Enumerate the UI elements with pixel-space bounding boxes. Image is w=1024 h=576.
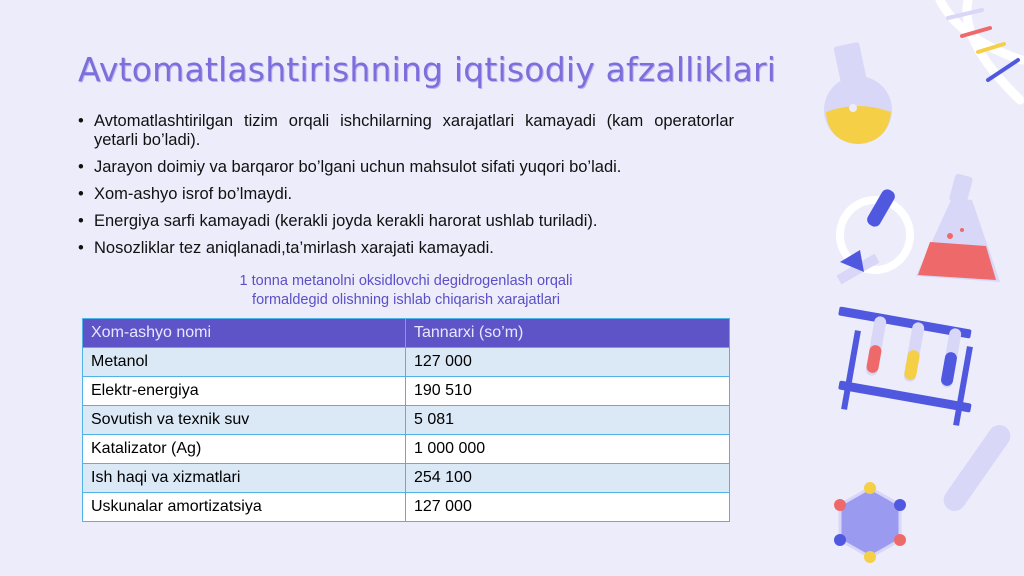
bullet-item: • Energiya sarfi kamayadi (kerakli joyda kerakli harorat ushlab turiladi).: [78, 212, 734, 231]
bullet-item: • Nosozliklar tez aniqlanadi,ta’mirlash xarajati kamayadi.: [78, 239, 734, 258]
conical-flask-icon: [916, 173, 1000, 282]
cost-cell: 1 000 000: [406, 435, 730, 464]
material-cell: Uskunalar amortizatsiya: [83, 493, 406, 522]
table-caption: [82, 272, 730, 310]
material-cell: Sovutish va texnik suv: [83, 406, 406, 435]
material-cell: Metanol: [83, 348, 406, 377]
table-row: [83, 406, 730, 435]
microscope-icon: [836, 187, 910, 284]
column-header-material: Xom-ashyo nomi: [83, 319, 406, 348]
round-flask-icon: [824, 42, 892, 144]
table-row: [83, 464, 730, 493]
cost-cell: 190 510: [406, 377, 730, 406]
caption-line-2: formaldegid olishning ishlab chiqarish xarajatlari: [252, 292, 560, 308]
table-row: [83, 348, 730, 377]
cost-table: [82, 318, 730, 522]
cost-cell: 5 081: [406, 406, 730, 435]
bullet-item: • Xom-ashyo isrof bo’lmaydi.: [78, 185, 734, 204]
cost-cell: 127 000: [406, 348, 730, 377]
bullet-item: • Avtomatlashtirilgan tizim orqali ishchilarning xarajatlari kamayadi (kam operatorlar yetarli bo’ladi).: [78, 112, 734, 150]
material-cell: Elektr-energiya: [83, 377, 406, 406]
material-cell: Ish haqi va xizmatlari: [83, 464, 406, 493]
science-decorations: [790, 0, 1024, 576]
slide-title: Avtomatlashtirishning iqtisodiy afzalliklari: [78, 50, 777, 89]
bullet-list: [78, 112, 734, 266]
molecule-icon: [834, 482, 906, 563]
material-cell: Katalizator (Ag): [83, 435, 406, 464]
test-tube-icon: [939, 421, 1014, 516]
column-header-cost: Tannarxi (so’m): [406, 319, 730, 348]
table-header-row: [83, 319, 730, 348]
bullet-item: • Jarayon doimiy va barqaror bo’lgani uchun mahsulot sifati yuqori bo’ladi.: [78, 158, 734, 177]
cost-cell: 127 000: [406, 493, 730, 522]
test-tube-rack-icon: [838, 306, 973, 425]
cost-cell: 254 100: [406, 464, 730, 493]
dna-icon: [940, 0, 1022, 100]
table-row: [83, 435, 730, 464]
table-row: [83, 493, 730, 522]
table-row: [83, 377, 730, 406]
caption-line-1: 1 tonna metanolni oksidlovchi degidrogenlash orqali: [239, 273, 573, 289]
